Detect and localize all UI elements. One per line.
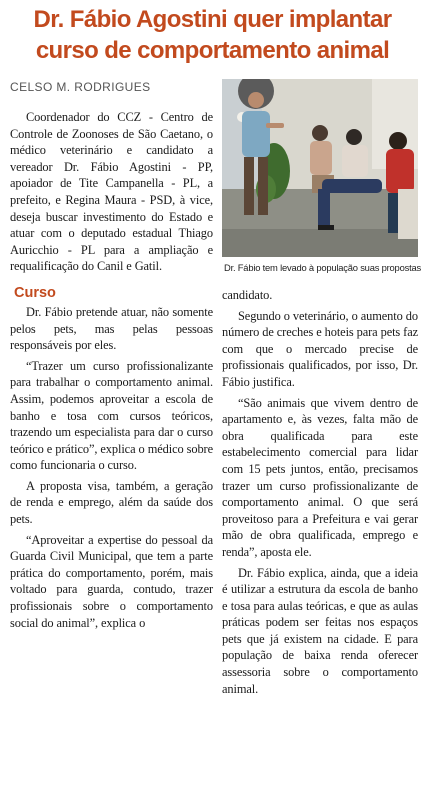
paragraph-8: Dr. Fábio explica, ainda, que a ideia é utilizar a estrutura da escola de banho e tosa para aulas teóricas, e que as aulas práticas podem ser feitas nos espaços pets que já existem na cidade. E para população de baixa renda oferecer assessoria sobre o comportamento animal. — [222, 565, 418, 696]
intro-paragraph: Coordenador do CCZ - Centro de Controle de Zoonoses de São Caetano, o médico veterinário e candidato a vereador Dr. Fábio Agostini - PP, apoiador de Tite Campanella - PL, a prefeito, e Regina Maura - PSD, à vice, deseja buscar investimento do Estado e atuar com o deputado estadual Thiago Auricchio - PL para a ampliação e requalificação do Canil e Gatil. — [10, 110, 213, 274]
paragraph-7: “São animais que vivem dentro de apartamento e, às vezes, falta mão de obra qualificada para este estabelecimento comercial para lidar com 15 pets juntos, então, precisamos trazer um curso profissionalizante de comportamento animal. O que será proveitoso para a Prefeitura e vai gerar mão de obra qualificada, emprego e renda”, aposta ele. — [222, 395, 418, 559]
article-photo — [222, 79, 418, 257]
headline-line-1: Dr. Fábio Agostini quer implantar — [33, 6, 392, 33]
headline — [0, 4, 425, 66]
article-column-left — [10, 109, 213, 631]
photo-illustration — [222, 79, 418, 257]
byline: CELSO M. RODRIGUES — [10, 80, 151, 94]
photo-caption: Dr. Fábio tem levado à população suas propostas — [224, 262, 421, 273]
paragraph-4: “Aproveitar a expertise do pessoal da Guarda Civil Municipal, que tem a parte prática do comportamento, porém, mais voltado para guarda, contudo, trazer profissionais sobre o comportamento social do animal”, explica o — [10, 532, 213, 630]
section-subhead: Curso — [14, 284, 56, 301]
paragraph-3: A proposta visa, também, a geração de renda e emprego, além da saúde dos pets. — [10, 478, 213, 527]
paragraph-1: Dr. Fábio pretende atuar, não somente pelos pets, mas pelas pessoas responsáveis por eles. — [10, 304, 213, 353]
headline-line-2: curso de comportamento animal — [35, 37, 390, 64]
paragraph-2: “Trazer um curso profissionalizante para trabalhar o comportamento animal. Assim, podemos aproveitar a escola de banho e tosa com cursos teóricos, trazendo um especialista para dar o curso teórico e prático”, explica o médico sobre como funcionaria o curso. — [10, 358, 213, 473]
paragraph-6: Segundo o veterinário, o aumento do número de creches e hoteis para pets faz com que o mercado precise de profissionais qualificados, por isso, Dr. Fábio justifica. — [222, 308, 418, 389]
paragraph-5: candidato. — [222, 288, 273, 302]
article-column-right — [222, 287, 418, 697]
